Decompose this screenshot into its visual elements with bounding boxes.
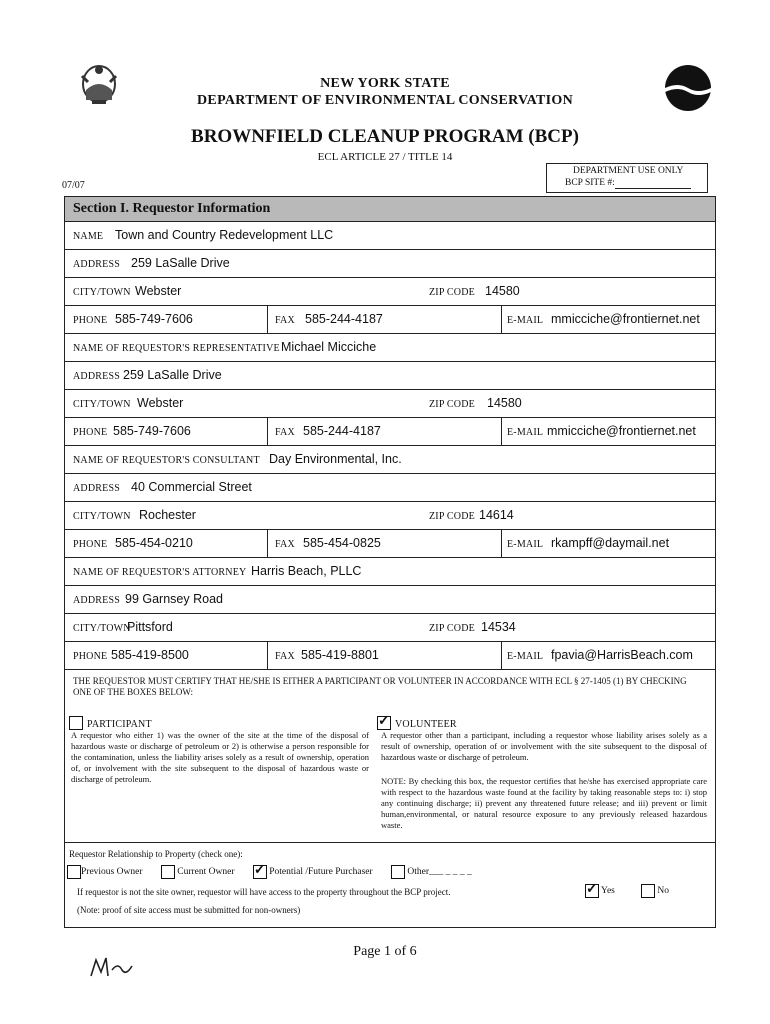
consultant-label: NAME OF REQUESTOR'S CONSULTANT — [73, 455, 260, 466]
consultant-email-field[interactable]: rkampff@daymail.net — [551, 536, 670, 550]
zip-label: ZIP CODE — [429, 399, 475, 410]
consultant-name-field[interactable]: Day Environmental, Inc. — [269, 452, 402, 466]
zip-label: ZIP CODE — [429, 287, 475, 298]
dept-use-only-label: DEPARTMENT USE ONLY — [573, 166, 684, 176]
phone-label: PHONE — [73, 427, 108, 438]
future-purchaser-checkbox[interactable] — [253, 865, 267, 879]
current-owner-checkbox[interactable] — [161, 865, 175, 879]
relationship-label: Requestor Relationship to Property (check one): — [69, 849, 243, 859]
participant-text: A requestor who either 1) was the owner of the site at the time of the disposal of hazardous waste or discharge of petroleum or 2) is otherwise a person responsible for the contamination, unless the liability arises solely as a result of ownership, operation of, or involvement with the site subsequent to the disposal of hazardous waste or discharge of petroleum. — [71, 730, 369, 784]
relationship-block — [65, 843, 715, 927]
access-question: If requestor is not the site owner, requestor will have access to the property throughout the BCP project. — [77, 887, 451, 897]
city-label: CITY/TOWN — [73, 511, 131, 522]
fax-label: FAX — [275, 539, 295, 550]
email-label: E-MAIL — [507, 539, 544, 550]
requestor-phone-row — [65, 306, 715, 334]
requestor-email-field[interactable]: mmicciche@frontiernet.net — [551, 312, 700, 326]
zip-label: ZIP CODE — [429, 623, 475, 634]
requestor-city-field[interactable]: Webster — [135, 284, 182, 298]
consultant-phone-field[interactable]: 585-454-0210 — [115, 536, 193, 550]
attorney-city-row — [65, 614, 715, 642]
option-future-purchaser[interactable] — [253, 867, 375, 877]
consultant-city-row — [65, 502, 715, 530]
option-other[interactable] — [391, 867, 472, 877]
future-purchaser-label: Potential /Future Purchaser — [269, 867, 373, 878]
attorney-city-field[interactable]: Pittsford — [127, 620, 173, 634]
access-no-checkbox[interactable] — [641, 884, 655, 898]
section-header — [65, 197, 715, 222]
volunteer-label: VOLUNTEER — [395, 719, 457, 730]
consultant-zip-field[interactable]: 14614 — [479, 508, 514, 522]
requestor-zip-field[interactable]: 14580 — [485, 284, 520, 298]
requestor-phone-field[interactable]: 585-749-7606 — [115, 312, 193, 326]
volunteer-checkbox[interactable] — [377, 716, 391, 730]
representative-city-row — [65, 390, 715, 418]
previous-owner-checkbox[interactable] — [67, 865, 81, 879]
requestor-fax-field[interactable]: 585-244-4187 — [305, 312, 383, 326]
consultant-address-field[interactable]: 40 Commercial Street — [131, 480, 252, 494]
access-yes-label: Yes — [601, 886, 615, 897]
proof-note: (Note: proof of site access must be submitted for non-owners) — [77, 905, 301, 915]
initials-signature — [88, 952, 138, 987]
requestor-city-row — [65, 278, 715, 306]
address-label: ADDRESS — [73, 483, 120, 494]
email-label: E-MAIL — [507, 315, 544, 326]
city-label: CITY/TOWN — [73, 287, 131, 298]
option-previous-owner[interactable] — [67, 867, 145, 877]
requestor-address-row — [65, 250, 715, 278]
representative-phone-row — [65, 418, 715, 446]
email-label: E-MAIL — [507, 651, 544, 662]
representative-fax-field[interactable]: 585-244-4187 — [303, 424, 381, 438]
representative-city-field[interactable]: Webster — [137, 396, 184, 410]
requestor-form — [64, 196, 716, 928]
attorney-address-field[interactable]: 99 Garnsey Road — [125, 592, 223, 606]
participant-checkbox[interactable] — [69, 716, 83, 730]
access-no-option[interactable] — [641, 884, 669, 898]
department-use-box — [546, 163, 708, 193]
fax-label: FAX — [275, 315, 295, 326]
representative-address-row — [65, 362, 715, 390]
representative-email-field[interactable]: mmicciche@frontiernet.net — [547, 424, 696, 438]
address-label: ADDRESS — [73, 371, 120, 382]
certify-instructions: THE REQUESTOR MUST CERTIFY THAT HE/SHE IS EITHER A PARTICIPANT OR VOLUNTEER IN ACCORDANCE WITH ECL § 27-1405 (1) BY CHECKING ONE OF THE BOXES BELOW: — [73, 676, 687, 697]
city-label: CITY/TOWN — [73, 399, 131, 410]
certification-block — [65, 670, 715, 843]
attorney-fax-field[interactable]: 585-419-8801 — [301, 648, 379, 662]
header-department: DEPARTMENT OF ENVIRONMENTAL CONSERVATION — [197, 93, 573, 108]
form-date-code: 07/07 — [62, 180, 85, 191]
ecl-article: ECL ARTICLE 27 / TITLE 14 — [317, 151, 453, 163]
consultant-fax-field[interactable]: 585-454-0825 — [303, 536, 381, 550]
bcp-site-label: BCP SITE #: — [565, 178, 615, 188]
representative-name-field[interactable]: Michael Micciche — [281, 340, 377, 354]
address-label: ADDRESS — [73, 259, 120, 270]
current-owner-label: Current Owner — [177, 867, 235, 878]
attorney-email-field[interactable]: fpavia@HarrisBeach.com — [551, 648, 693, 662]
zip-label: ZIP CODE — [429, 511, 475, 522]
consultant-address-row — [65, 474, 715, 502]
phone-label: PHONE — [73, 315, 108, 326]
representative-address-field[interactable]: 259 LaSalle Drive — [123, 368, 222, 382]
previous-owner-label: Previous Owner — [81, 867, 143, 878]
attorney-name-row — [65, 558, 715, 586]
representative-name-row — [65, 334, 715, 362]
consultant-name-row — [65, 446, 715, 474]
volunteer-note: NOTE: By checking this box, the requestor certifies that he/she has exercised appropriate care with respect to the hazardous waste found at the facility by taking reasonable steps to: i) stop any continuing discharge; ii) prevent any threatened future release; and iii) prevent or limit human,environmental, or natural resource exposure to any previously released hazardous waste. — [381, 776, 707, 830]
program-title: BROWNFIELD CLEANUP PROGRAM (BCP) — [191, 126, 579, 147]
requestor-name-row — [65, 222, 715, 250]
other-checkbox[interactable] — [391, 865, 405, 879]
bcp-site-field[interactable] — [615, 188, 691, 189]
name-label: NAME — [73, 231, 104, 242]
requestor-address-field[interactable]: 259 LaSalle Drive — [131, 256, 230, 270]
participant-label: PARTICIPANT — [87, 719, 152, 730]
section-title: Section I. Requestor Information — [73, 201, 271, 216]
header-state: NEW YORK STATE — [320, 76, 450, 91]
representative-label: NAME OF REQUESTOR'S REPRESENTATIVE — [73, 343, 280, 354]
page-number: Page 1 of 6 — [353, 944, 417, 959]
representative-zip-field[interactable]: 14580 — [487, 396, 522, 410]
representative-phone-field[interactable]: 585-749-7606 — [113, 424, 191, 438]
phone-label: PHONE — [73, 651, 108, 662]
attorney-name-field[interactable]: Harris Beach, PLLC — [251, 564, 362, 578]
other-label: Other___ _ _ _ _ — [407, 867, 472, 878]
consultant-city-field[interactable]: Rochester — [139, 508, 196, 522]
volunteer-text: A requestor other than a participant, including a requestor whose liability arises solely as a result of ownership, operation of or involvement with the site subsequent to the disposal of hazardous waste or discharge of petroleum. — [381, 730, 707, 762]
attorney-zip-field[interactable]: 14534 — [481, 620, 516, 634]
attorney-label: NAME OF REQUESTOR'S ATTORNEY — [73, 567, 247, 578]
access-yes-option[interactable] — [585, 884, 615, 898]
access-no-label: No — [657, 886, 669, 897]
phone-label: PHONE — [73, 539, 108, 550]
consultant-phone-row — [65, 530, 715, 558]
access-yes-checkbox[interactable] — [585, 884, 599, 898]
fax-label: FAX — [275, 427, 295, 438]
city-label: CITY/TOWN — [73, 623, 131, 634]
attorney-phone-row — [65, 642, 715, 670]
attorney-address-row — [65, 586, 715, 614]
address-label: ADDRESS — [73, 595, 120, 606]
email-label: E-MAIL — [507, 427, 544, 438]
fax-label: FAX — [275, 651, 295, 662]
option-current-owner[interactable] — [161, 867, 237, 877]
attorney-phone-field[interactable]: 585-419-8500 — [111, 648, 189, 662]
requestor-name-field[interactable]: Town and Country Redevelopment LLC — [115, 228, 334, 242]
relationship-options — [67, 865, 472, 879]
